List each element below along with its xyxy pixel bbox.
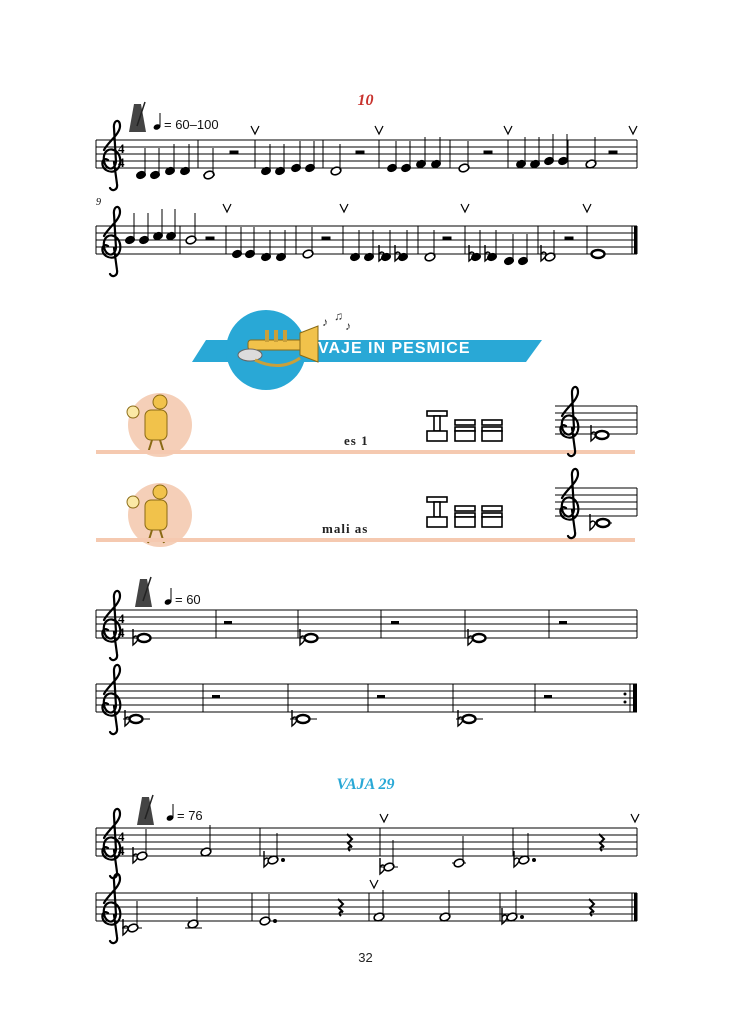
staff-row-6: [96, 874, 638, 943]
svg-text:4: 4: [118, 843, 125, 858]
svg-text:4: 4: [118, 625, 125, 640]
measure-number: 9: [96, 197, 101, 208]
note-label-es1: es 1: [344, 433, 369, 448]
note-label-mali-as: mali as: [322, 521, 369, 536]
tempo-marking: = 76: [177, 808, 203, 823]
svg-text:♪: ♪: [345, 319, 351, 333]
tempo-marking: = 60: [175, 592, 201, 607]
page-number: 32: [358, 950, 373, 965]
staff-row-4: [96, 665, 637, 734]
exercise-title: VAJA 29: [336, 776, 395, 793]
svg-text:4: 4: [118, 611, 125, 626]
metronome-icon: [135, 577, 152, 607]
exercise-number: 10: [357, 92, 374, 109]
svg-text:♫: ♫: [334, 309, 343, 323]
breath-marks: [251, 126, 637, 134]
section-banner-title: VAJE IN PESMICE: [318, 340, 471, 357]
staff-row-2: [96, 204, 638, 276]
svg-text:4: 4: [118, 141, 125, 156]
valve-diagram-icon: [427, 411, 502, 441]
svg-text:4: 4: [118, 829, 125, 844]
tempo-marking: = 60–100: [164, 117, 219, 132]
svg-text:4: 4: [118, 155, 125, 170]
svg-text:♪: ♪: [322, 315, 328, 329]
metronome-icon: [137, 795, 154, 825]
